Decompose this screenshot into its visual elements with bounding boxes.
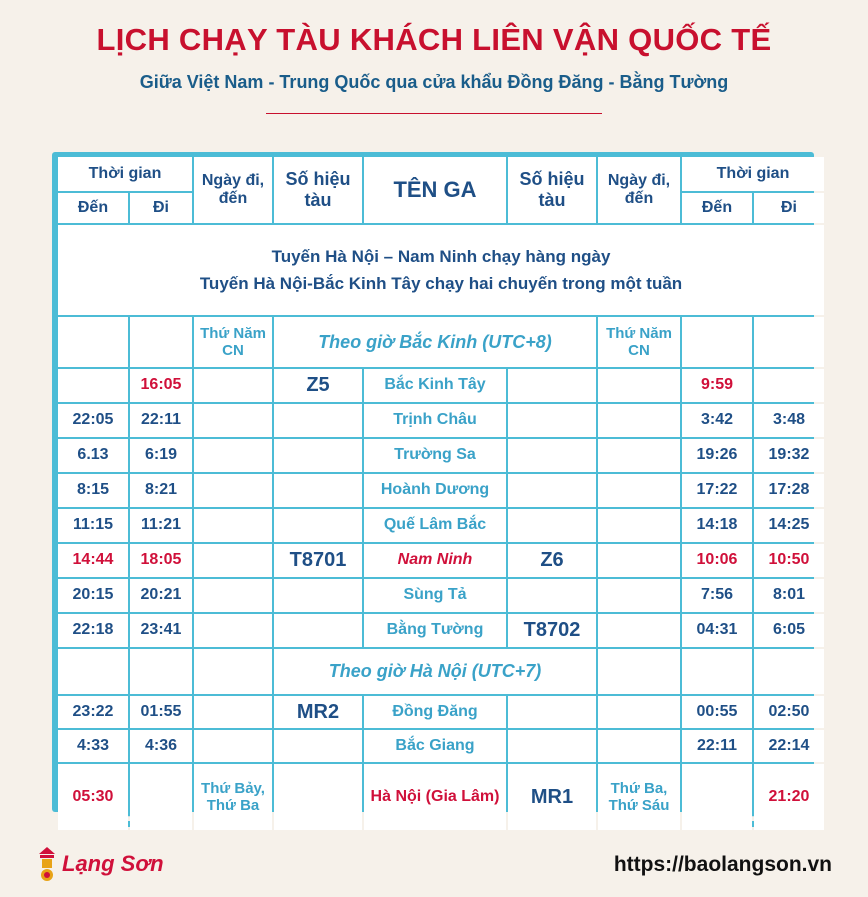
train-right xyxy=(508,509,596,542)
date-left xyxy=(194,404,272,437)
arrive-left: 14:44 xyxy=(58,544,128,577)
depart-left: 22:11 xyxy=(130,404,192,437)
header-depart-left: Đi xyxy=(130,193,192,223)
arrive-right: 10:06 xyxy=(682,544,752,577)
depart-left: 01:55 xyxy=(130,696,192,728)
schedule-table xyxy=(58,157,810,814)
depart-left: 18:05 xyxy=(130,544,192,577)
header-arrive-left: Đến xyxy=(58,193,128,223)
header-depart-right: Đi xyxy=(754,193,824,223)
arrive-right: 22:11 xyxy=(682,730,752,762)
date-left xyxy=(194,579,272,612)
arrive-right: 04:31 xyxy=(682,614,752,647)
date-left xyxy=(194,730,272,762)
station-name: Nam Ninh xyxy=(364,544,506,577)
bj-label-empty-4 xyxy=(754,317,824,367)
depart-left: 8:21 xyxy=(130,474,192,507)
train-right: T8702 xyxy=(508,614,596,647)
date-right xyxy=(598,579,680,612)
train-right xyxy=(508,696,596,728)
date-right xyxy=(598,696,680,728)
last-depart-right: 21:20 xyxy=(754,764,824,830)
bj-day-left: Thứ Năm CN xyxy=(194,317,272,367)
logo-text: Lạng Sơn xyxy=(62,851,164,876)
arrive-left: 8:15 xyxy=(58,474,128,507)
arrive-right: 7:56 xyxy=(682,579,752,612)
header-date-right xyxy=(598,157,680,223)
last-station: Hà Nội (Gia Lâm) xyxy=(364,764,506,830)
hanoi-time-label: Theo giờ Hà Nội (UTC+7) xyxy=(274,649,596,694)
header-train-left-line2: tàu xyxy=(304,190,332,210)
arrive-left: 4:33 xyxy=(58,730,128,762)
hn-label-empty-5 xyxy=(682,649,752,694)
header-train-right-line2: tàu xyxy=(538,190,566,210)
arrive-left: 22:05 xyxy=(58,404,128,437)
last-arrive-left: 05:30 xyxy=(58,764,128,830)
header-date-right-line1: Ngày đi, xyxy=(607,171,671,189)
date-left xyxy=(194,439,272,472)
page-title: LỊCH CHẠY TÀU KHÁCH LIÊN VẬN QUỐC TẾ xyxy=(96,22,772,57)
depart-right: 3:48 xyxy=(754,404,824,437)
hn-label-empty-1 xyxy=(58,649,128,694)
header-date-left-line2: đến xyxy=(218,190,248,207)
depart-right: 14:25 xyxy=(754,509,824,542)
train-left xyxy=(274,614,362,647)
depart-left: 23:41 xyxy=(130,614,192,647)
depart-right: 02:50 xyxy=(754,696,824,728)
station-name: Hoành Dương xyxy=(364,474,506,507)
header-train-right-line1: Số hiệu xyxy=(519,169,585,190)
last-arrive-right xyxy=(682,764,752,830)
station-name: Trịnh Châu xyxy=(364,404,506,437)
title-divider xyxy=(266,113,602,114)
train-right: Z6 xyxy=(508,544,596,577)
lang-son-logo xyxy=(36,846,164,882)
depart-right: 17:28 xyxy=(754,474,824,507)
hn-label-empty-6 xyxy=(754,649,824,694)
date-left xyxy=(194,696,272,728)
hn-label-empty-2 xyxy=(130,649,192,694)
header-date-right-line2: đến xyxy=(624,190,654,207)
depart-right: 6:05 xyxy=(754,614,824,647)
train-right xyxy=(508,730,596,762)
arrive-right: 19:26 xyxy=(682,439,752,472)
header-time-left: Thời gian xyxy=(58,157,192,191)
train-left: MR2 xyxy=(274,696,362,728)
hn-label-empty-4 xyxy=(598,649,680,694)
date-right xyxy=(598,544,680,577)
site-url[interactable]: https://baolangson.vn xyxy=(613,853,832,876)
date-left xyxy=(194,369,272,402)
date-left xyxy=(194,544,272,577)
date-right xyxy=(598,730,680,762)
train-right xyxy=(508,404,596,437)
arrive-left: 11:15 xyxy=(58,509,128,542)
route-info xyxy=(58,225,824,315)
date-left xyxy=(194,509,272,542)
lang-son-logo-icon xyxy=(36,846,58,882)
train-right xyxy=(508,474,596,507)
arrive-left: 20:15 xyxy=(58,579,128,612)
station-name: Quế Lâm Bắc xyxy=(364,509,506,542)
train-left xyxy=(274,404,362,437)
date-left xyxy=(194,614,272,647)
date-right xyxy=(598,614,680,647)
arrive-left: 6.13 xyxy=(58,439,128,472)
header-train-left-line1: Số hiệu xyxy=(285,169,351,190)
header-train-right xyxy=(508,157,596,223)
bj-label-empty-1 xyxy=(58,317,128,367)
depart-left: 6:19 xyxy=(130,439,192,472)
arrive-right: 3:42 xyxy=(682,404,752,437)
bj-label-empty-3 xyxy=(682,317,752,367)
last-day-left: Thứ Bảy, Thứ Ba xyxy=(194,764,272,830)
arrive-right: 9:59 xyxy=(682,369,752,402)
depart-left: 16:05 xyxy=(130,369,192,402)
station-name: Đồng Đăng xyxy=(364,696,506,728)
header-date-left xyxy=(194,157,272,223)
bj-label-empty-2 xyxy=(130,317,192,367)
station-name: Bắc Giang xyxy=(364,730,506,762)
last-train-right: MR1 xyxy=(508,764,596,830)
date-right xyxy=(598,404,680,437)
arrive-left: 22:18 xyxy=(58,614,128,647)
depart-left: 20:21 xyxy=(130,579,192,612)
arrive-left: 23:22 xyxy=(58,696,128,728)
train-left: T8701 xyxy=(274,544,362,577)
depart-right: 10:50 xyxy=(754,544,824,577)
train-left: Z5 xyxy=(274,369,362,402)
header-date-left-line1: Ngày đi, xyxy=(201,171,265,189)
date-right xyxy=(598,369,680,402)
train-right xyxy=(508,439,596,472)
arrive-left xyxy=(58,369,128,402)
arrive-right: 00:55 xyxy=(682,696,752,728)
station-name: Bắc Kinh Tây xyxy=(364,369,506,402)
route-line-1: Tuyến Hà Nội – Nam Ninh chạy hàng ngày xyxy=(271,246,611,266)
depart-right: 8:01 xyxy=(754,579,824,612)
bj-day-right: Thứ Năm CN xyxy=(598,317,680,367)
header-train-left xyxy=(274,157,362,223)
date-left xyxy=(194,474,272,507)
route-line-2: Tuyến Hà Nội-Bắc Kinh Tây chạy hai chuyến trong một tuần xyxy=(199,274,683,293)
header-station: TÊN GA xyxy=(364,157,506,223)
date-right xyxy=(598,439,680,472)
header-time-right: Thời gian xyxy=(682,157,824,191)
train-left xyxy=(274,730,362,762)
station-name: Sùng Tả xyxy=(364,579,506,612)
train-right xyxy=(508,369,596,402)
train-left xyxy=(274,474,362,507)
hn-label-empty-3 xyxy=(194,649,272,694)
date-right xyxy=(598,474,680,507)
last-day-right: Thứ Ba, Thứ Sáu xyxy=(598,764,680,830)
depart-right xyxy=(754,369,824,402)
arrive-right: 14:18 xyxy=(682,509,752,542)
train-right xyxy=(508,579,596,612)
depart-right: 22:14 xyxy=(754,730,824,762)
train-left xyxy=(274,579,362,612)
train-left xyxy=(274,439,362,472)
arrive-right: 17:22 xyxy=(682,474,752,507)
page-subtitle: Giữa Việt Nam - Trung Quốc qua cửa khẩu Đồng Đăng - Bằng Tường xyxy=(139,72,729,92)
depart-left: 11:21 xyxy=(130,509,192,542)
last-depart-left xyxy=(130,764,192,830)
beijing-time-label: Theo giờ Bắc Kinh (UTC+8) xyxy=(274,317,596,367)
date-right xyxy=(598,509,680,542)
last-train-left xyxy=(274,764,362,830)
station-name: Bằng Tường xyxy=(364,614,506,647)
station-name: Trường Sa xyxy=(364,439,506,472)
train-left xyxy=(274,509,362,542)
depart-right: 19:32 xyxy=(754,439,824,472)
header-arrive-right: Đến xyxy=(682,193,752,223)
depart-left: 4:36 xyxy=(130,730,192,762)
